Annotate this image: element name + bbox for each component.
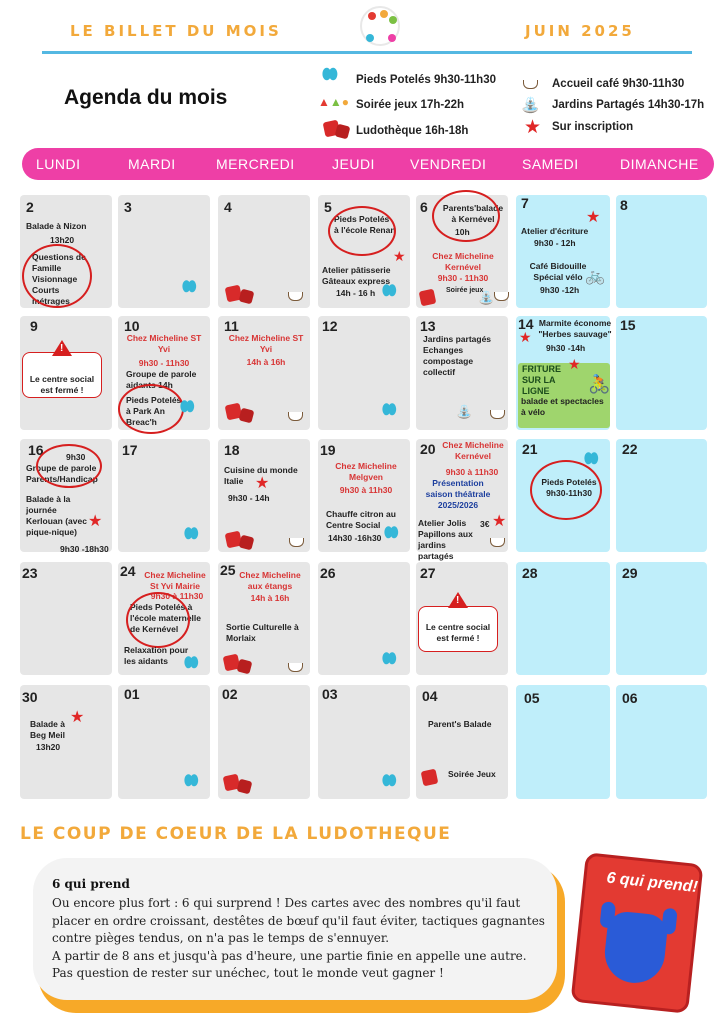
warning-icon: [52, 340, 72, 356]
day-number: 9: [30, 318, 38, 334]
day-dimanche: DIMANCHE: [620, 156, 699, 172]
day-number: 18: [224, 442, 240, 458]
day-vendredi: VENDREDI: [410, 156, 487, 172]
header-divider: [42, 51, 692, 54]
highlight-circle: [530, 460, 602, 520]
star-icon: ★: [492, 513, 507, 530]
highlight-circle: [432, 190, 500, 242]
day-number: 15: [620, 317, 636, 333]
event-time: 13h20: [50, 235, 75, 245]
day-number: 10: [124, 318, 140, 334]
feet-icon: ⬮⬮: [382, 401, 394, 417]
day-number: 29: [622, 565, 638, 581]
highlight-circle: [118, 384, 184, 434]
closed-text: Le centre social est fermé !: [425, 622, 491, 643]
newsletter-title: LE BILLET DU MOIS: [70, 22, 282, 40]
day-number: 26: [320, 565, 336, 581]
day-mardi: MARDI: [128, 156, 176, 172]
day-number: 06: [622, 690, 638, 706]
event-time: 9h30: [66, 452, 86, 462]
closed-text: Le centre social est fermé !: [29, 374, 95, 395]
event-text: Groupe de parole Parents/Handicap: [26, 463, 98, 484]
coffee-cup-icon: [490, 410, 505, 419]
star-icon: ★: [586, 209, 601, 226]
event-time: 9h30 - 11h30: [138, 358, 190, 368]
event-text: balade et spectacles à vélo: [521, 396, 604, 417]
event-time: 9h30 - 12h: [534, 238, 576, 248]
event-text: Atelier pâtisserie Gâteaux express: [322, 265, 391, 286]
highlight-circle: [22, 244, 92, 308]
legend-pieds-potetes: Pieds Potelés 9h30-11h30: [356, 74, 496, 86]
event-text: Marmite économe "Herbes sauvage": [538, 318, 612, 339]
event-time: 9h30 - 14h: [228, 493, 270, 503]
feet-icon: ⬮⬮: [180, 398, 192, 414]
event-text: Relaxation pour les aidants: [124, 645, 189, 666]
feet-icon: ⬮⬮: [184, 525, 196, 541]
day-number: 5: [324, 199, 332, 215]
event-text: Balade à Beg Meil: [30, 719, 65, 740]
event-time: 14h30 -16h30: [328, 533, 382, 543]
day-number: 11: [224, 318, 239, 334]
watering-can-icon: ⛲: [456, 404, 473, 419]
logo-dot: [368, 12, 376, 20]
event-text: Cuisine du monde Italie: [224, 465, 298, 486]
day-number: 4: [224, 199, 232, 215]
day-number: 17: [122, 442, 138, 458]
legend-jardins-partages: Jardins Partagés 14h30-17h: [552, 99, 705, 111]
logo-dot: [366, 34, 374, 42]
event-text: Atelier Jolis Papillons aux jardins partagés: [418, 518, 473, 561]
day-samedi: SAMEDI: [522, 156, 579, 172]
event-time: 9h30 à 11h30: [339, 485, 393, 495]
coffee-cup-icon: [289, 538, 304, 547]
day-number: 20: [420, 441, 436, 457]
event-text: Parents'balade à Kernével: [442, 203, 504, 224]
bull-head-icon: [602, 910, 669, 986]
event-time: 14h à 16h: [246, 357, 286, 367]
event-text: Chauffe citron au Centre Social: [326, 509, 396, 530]
section-title: LE COUP DE COEUR DE LA LUDOTHEQUE: [20, 824, 452, 844]
game-description: [52, 895, 547, 983]
dice-icon: [335, 124, 351, 140]
event-time: 10h: [455, 227, 470, 237]
day-number: 04: [422, 688, 438, 704]
day-number: 27: [420, 565, 436, 581]
game-pieces-icon: ▲▲●: [318, 95, 350, 109]
event-text: Chez Micheline Kernével: [432, 251, 494, 272]
logo-dot: [388, 34, 396, 42]
coffee-cup-icon: [288, 663, 303, 672]
game-description-p1: Ou encore plus fort : 6 qui surprend ! Des cartes avec des nombres qu'il faut placer en ordre croissant, destêtes de bœuf qu'il faut éviter, tactiques gagnantes contre pièges tendus, on n'a pas le temps de s'ennuyer.: [52, 896, 545, 945]
day-number: 25: [220, 562, 236, 578]
day-number: 8: [620, 197, 628, 213]
feet-icon: ⬮⬮: [584, 450, 596, 466]
legend-soiree-jeux: Soirée jeux 17h-22h: [356, 99, 465, 111]
bicycle-icon: 🚲: [585, 268, 605, 285]
event-text: Chez Micheline ST Yvi: [228, 333, 304, 354]
event-text: Sortie Culturelle à Morlaix: [226, 622, 299, 643]
event-text: Pieds Potelés à l'école Renan: [334, 214, 396, 235]
day-number: 30: [22, 689, 38, 705]
event-text: Chez Micheline aux étangs: [239, 570, 301, 591]
highlight-circle: [126, 592, 190, 648]
star-icon: ★: [255, 475, 270, 492]
day-number: 14: [518, 316, 534, 332]
day-number: 01: [124, 686, 140, 702]
star-icon: ★: [393, 248, 406, 264]
feet-icon: ⬮⬮: [182, 278, 194, 294]
warning-icon: [448, 592, 468, 608]
day-number: 19: [320, 442, 336, 458]
day-number: 16: [28, 442, 44, 458]
feet-icon: ⬮⬮: [384, 524, 396, 540]
day-lundi: LUNDI: [36, 156, 81, 172]
day-number: 28: [522, 565, 538, 581]
logo-dot: [380, 10, 388, 18]
day-number: 23: [22, 565, 38, 581]
logo-dot: [389, 16, 397, 24]
event-text: Chez Micheline St Yvi Mairie: [144, 570, 206, 591]
event-title: FRITURE SUR LA LIGNE: [522, 364, 561, 396]
day-cell[interactable]: [318, 685, 410, 799]
event-text: Présentation saison théâtrale 2025/2026: [425, 478, 491, 510]
event-text: Soirée jeux: [446, 287, 484, 294]
day-number: 7: [521, 195, 529, 211]
game-box-image: [570, 852, 703, 1014]
event-time: 9h30 -18h30: [60, 544, 109, 554]
watering-can-icon: ⛲: [521, 97, 540, 114]
day-number: 22: [622, 441, 638, 457]
day-number: 24: [120, 563, 136, 579]
day-number: 21: [522, 441, 538, 457]
event-time: 9h30 à 11h30: [150, 591, 204, 601]
game-box-title: 6 qui prend!: [605, 869, 699, 897]
feet-icon: ⬮⬮: [184, 772, 196, 788]
day-number: 03: [322, 686, 338, 702]
highlight-circle: [36, 444, 102, 488]
day-cell[interactable]: [118, 685, 210, 799]
game-description-p2: A partir de 8 ans et jusqu'à pas d'heure, une partie finie en appelle une autre. Pas question de rester sur unéchec, tout le monde veut gagner !: [52, 948, 527, 980]
day-number: 3: [124, 199, 132, 215]
month-label: JUIN 2025: [525, 22, 635, 40]
event-text: Pieds Potelés à Park An Breac'h: [126, 395, 182, 427]
watering-can-icon: ⛲: [478, 290, 495, 305]
event-text: Questions de Famille Visionnage Courts métrages: [32, 252, 86, 306]
event-text: Balade à la journée Kerlouan (avec pique-nique): [26, 494, 87, 537]
event-text: Soirée Jeux: [448, 769, 496, 779]
agenda-title: Agenda du mois: [64, 86, 228, 109]
legend-ludotheque: Ludothèque 16h-18h: [356, 125, 469, 137]
event-time: 9h30 - 11h30: [437, 273, 489, 283]
star-icon: ★: [519, 329, 532, 345]
event-time: 14h - 16 h: [336, 288, 376, 298]
feet-icon: ⬮⬮: [184, 654, 196, 670]
legend-sur-inscription: Sur inscription: [552, 121, 634, 133]
day-mercredi: MERCREDI: [216, 156, 295, 172]
event-price: 3€: [480, 519, 490, 529]
event-time: 9h30 -12h: [540, 285, 580, 295]
feet-icon: ⬮⬮: [322, 66, 335, 83]
cyclists-icon: 🚴: [588, 374, 611, 394]
day-number: 13: [420, 318, 436, 334]
day-cell[interactable]: [616, 195, 707, 308]
feet-icon: ⬮⬮: [382, 282, 394, 298]
feet-icon: ⬮⬮: [382, 772, 394, 788]
star-icon: ★: [88, 513, 103, 530]
dice-icon: [419, 289, 437, 307]
event-text: Chez Micheline Kernével: [442, 440, 504, 461]
game-name: 6 qui prend: [52, 877, 130, 891]
star-icon: ★: [568, 356, 581, 372]
event-text: Atelier d'écriture: [521, 226, 589, 236]
day-jeudi: JEUDI: [332, 156, 375, 172]
event-text: Chez Micheline Melgven: [335, 461, 397, 482]
coffee-cup-icon: [288, 412, 303, 421]
event-text: Groupe de parole aidants 14h: [126, 369, 197, 390]
day-number: 12: [322, 318, 338, 334]
event-text: Balade à Nizon: [26, 221, 87, 231]
event-text: Parent's Balade: [428, 719, 492, 729]
day-number: 02: [222, 686, 238, 702]
event-time: 13h20: [36, 742, 61, 752]
event-text: Pieds Potelés à l'école maternelle de Kernével: [130, 602, 202, 634]
day-number: 05: [524, 690, 540, 706]
event-text: Jardins partagés Echanges compostage collectif: [423, 334, 492, 377]
event-time: 9h30 à 11h30: [445, 467, 499, 477]
day-number: 2: [26, 199, 34, 215]
event-time: 9h30 -14h: [546, 343, 586, 353]
coffee-cup-icon: [288, 292, 303, 301]
dice-icon: [421, 769, 439, 787]
day-cell[interactable]: [616, 316, 707, 430]
feet-icon: ⬮⬮: [382, 650, 394, 666]
coffee-cup-icon: [494, 292, 509, 301]
legend-accueil-cafe: Accueil café 9h30-11h30: [552, 78, 685, 90]
star-icon: ★: [524, 117, 542, 138]
event-time: 14h à 16h: [250, 593, 290, 603]
event-text: Chez Micheline ST Yvi: [126, 333, 202, 354]
day-number: 6: [420, 199, 428, 215]
coffee-cup-icon: [523, 80, 538, 89]
star-icon: ★: [70, 709, 85, 726]
coffee-cup-icon: [490, 538, 505, 547]
event-text: Café Bidouille Spécial vélo: [529, 261, 587, 282]
event-text: Pieds Potelés 9h30-11h30: [541, 477, 597, 498]
social-center-logo: [360, 6, 400, 46]
highlight-circle: [328, 206, 396, 256]
